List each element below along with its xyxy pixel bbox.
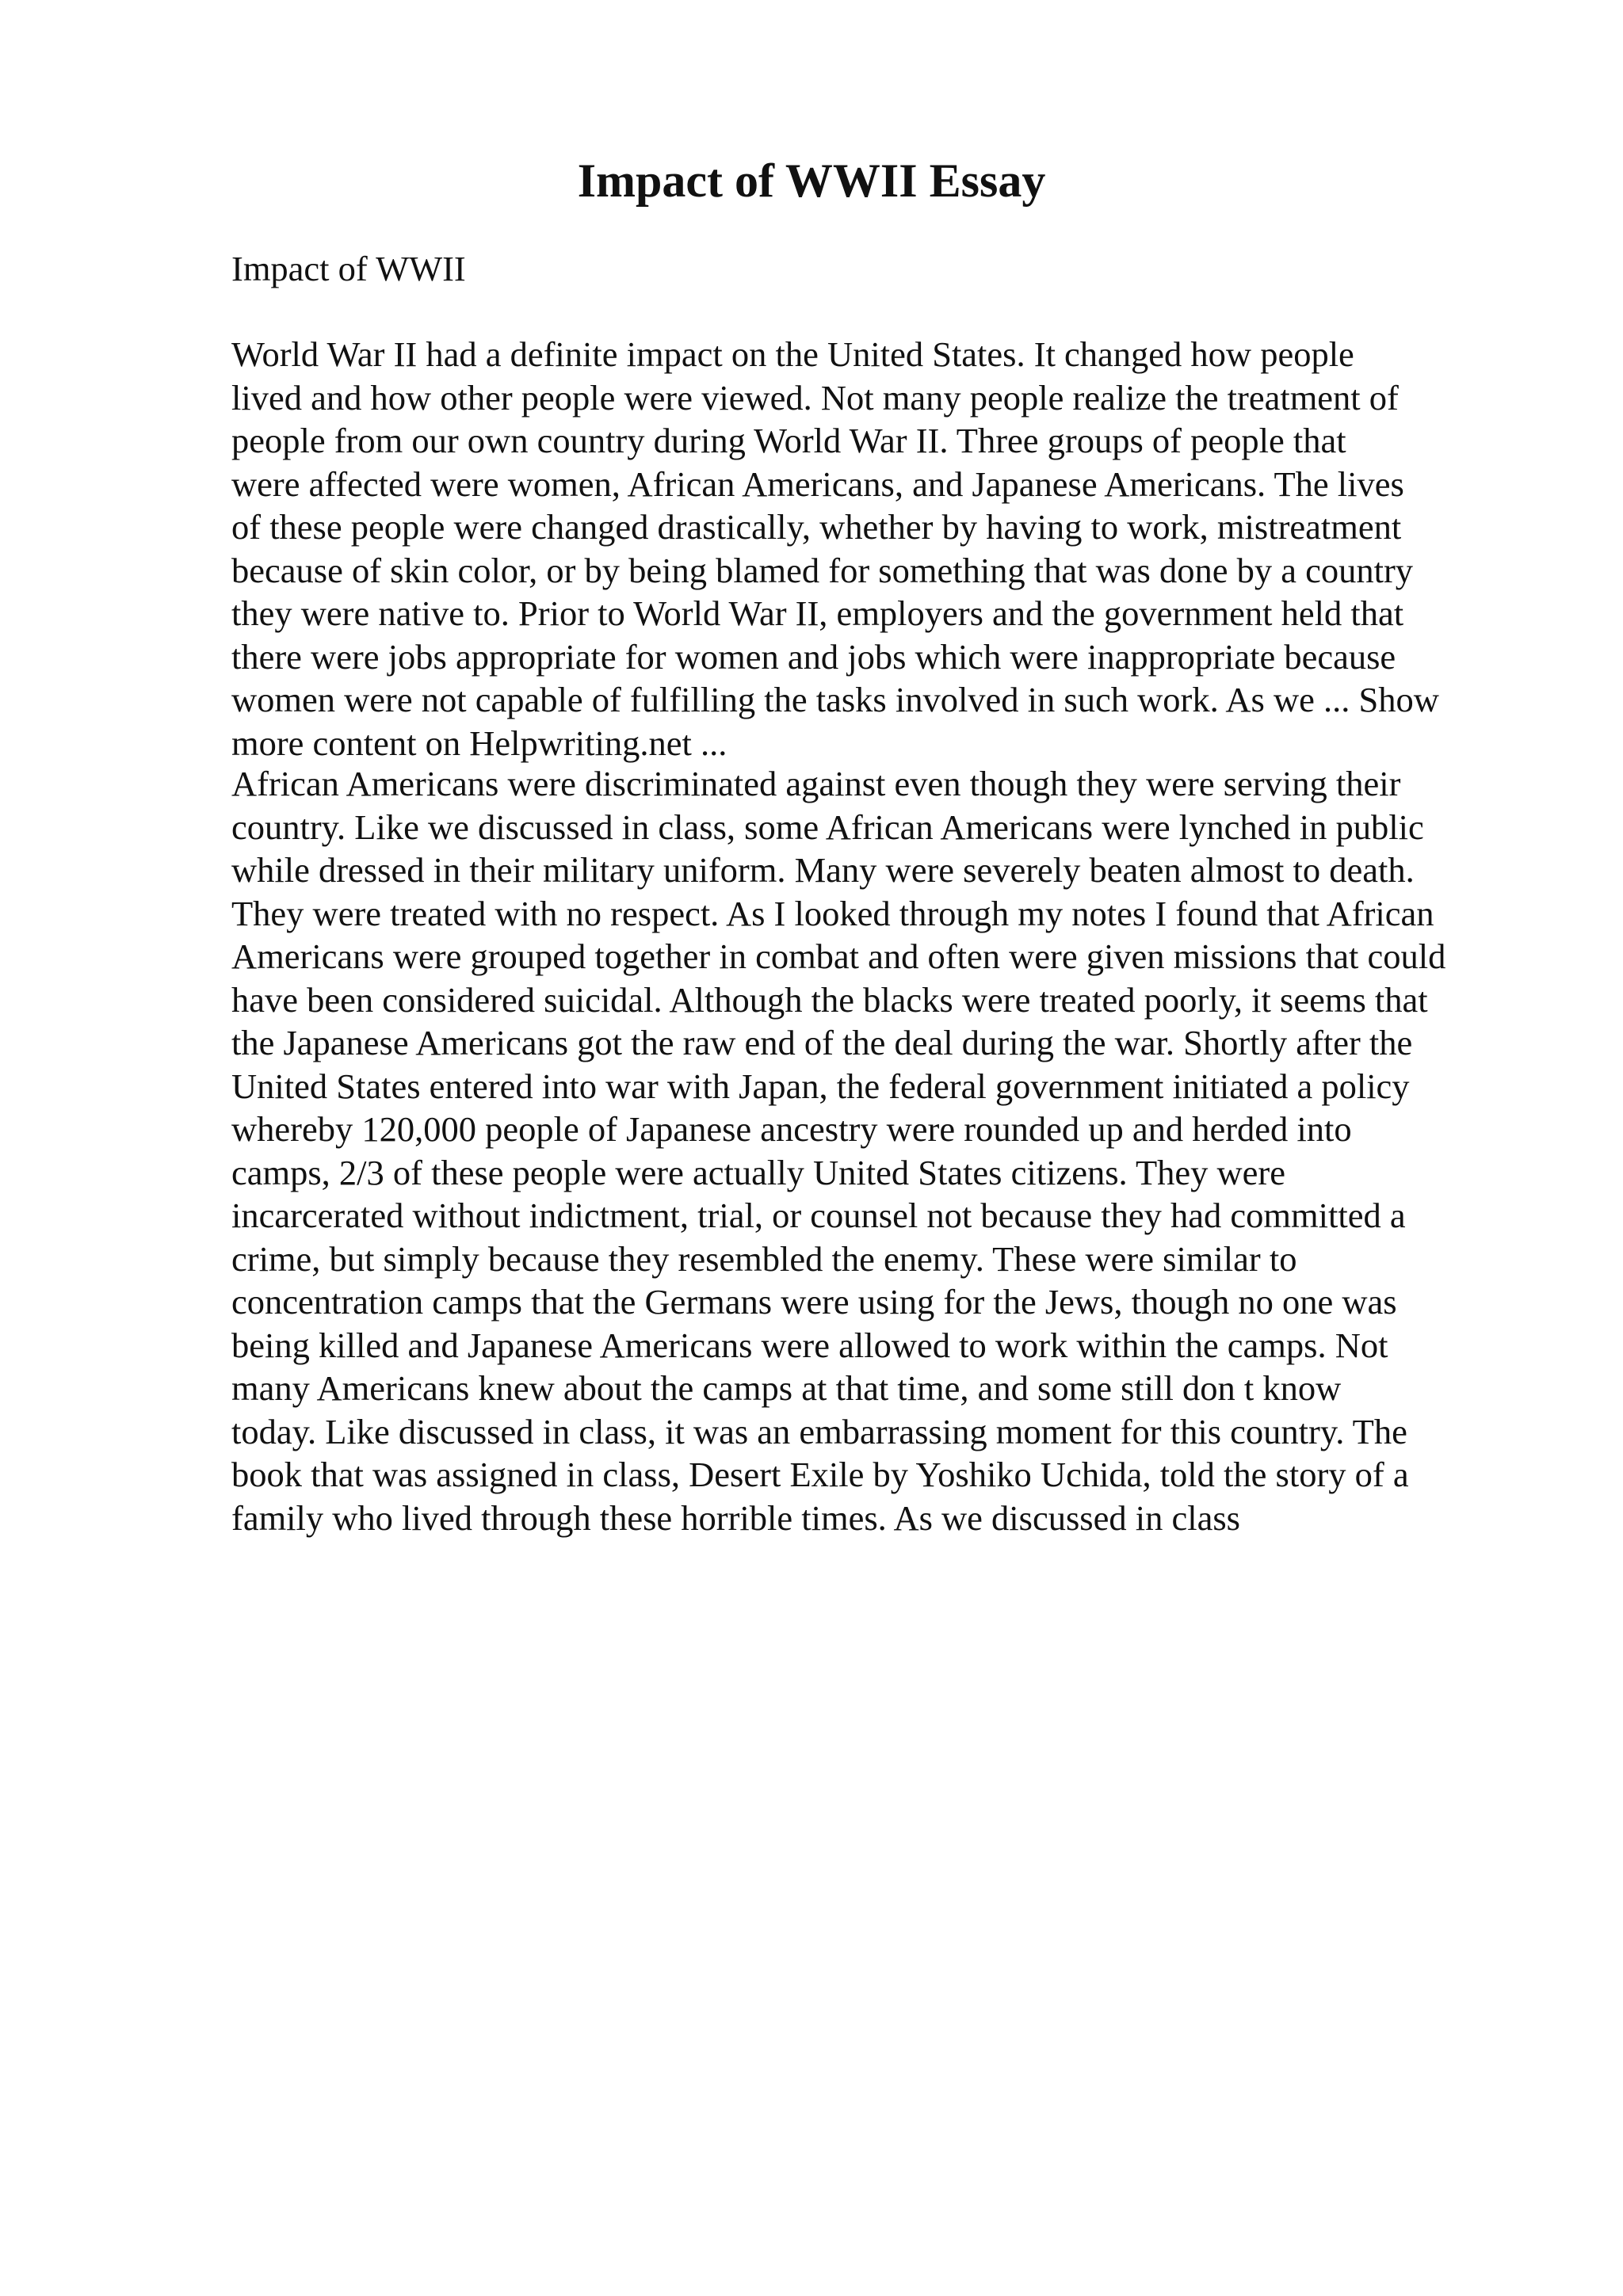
text-line: United States entered into war with Japan, the federal government initiated a policy — [231, 1066, 1410, 1106]
text-line: World War II had a definite impact on the United States. It changed how people — [231, 334, 1354, 374]
text-line: camps, 2/3 of these people were actually United States citizens. They were — [231, 1152, 1286, 1192]
text-line: more content on Helpwriting.net ... — [231, 723, 727, 763]
text-line: women were not capable of fulfilling the tasks involved in such work. As we ... Show — [231, 680, 1439, 719]
text-line: of these people were changed drastically, whether by having to work, mistreatment — [231, 507, 1402, 547]
text-line: being killed and Japanese Americans were allowed to work within the camps. Not — [231, 1325, 1388, 1365]
text-line: African Americans were discriminated against even though they were serving their — [231, 764, 1401, 803]
text-line: crime, but simply because they resembled the enemy. These were similar to — [231, 1238, 1297, 1279]
text-line: lived and how other people were viewed. Not many people realize the treatment of — [231, 377, 1399, 418]
text-line: concentration camps that the Germans were using for the Jews, though no one was — [231, 1282, 1397, 1322]
document-title: Impact of WWII Essay — [577, 154, 1046, 207]
text-line: whereby 120,000 people of Japanese ancestry were rounded up and herded into — [231, 1109, 1352, 1149]
text-line: book that was assigned in class, Desert Exile by Yoshiko Uchida, told the story of a — [231, 1455, 1409, 1494]
text-line: today. Like discussed in class, it was an embarrassing moment for this country. The — [231, 1411, 1407, 1451]
essay-subtitle: Impact of WWII — [231, 249, 466, 288]
text-line: while dressed in their military uniform. Many were severely beaten almost to death. — [231, 850, 1415, 890]
text-line: country. Like we discussed in class, some African Americans were lynched in public — [231, 807, 1424, 847]
text-line: people from our own country during World War II. Three groups of people that — [231, 421, 1346, 460]
text-line: family who lived through these horrible times. As we discussed in class — [231, 1497, 1240, 1538]
text-line: incarcerated without indictment, trial, or counsel not because they had committed a — [231, 1196, 1406, 1235]
text-line: have been considered suicidal. Although the blacks were treated poorly, it seems that — [231, 979, 1428, 1020]
paragraph-1 — [231, 333, 1515, 765]
text-line: were affected were women, African Americans, and Japanese Americans. The lives — [231, 463, 1404, 504]
text-line: Americans were grouped together in combat and often were given missions that could — [231, 936, 1446, 976]
text-line: many Americans knew about the camps at that time, and some still don t know — [231, 1368, 1342, 1408]
text-line: the Japanese Americans got the raw end of the deal during the war. Shortly after the — [231, 1023, 1413, 1062]
text-line: there were jobs appropriate for women and jobs which were inappropriate because — [231, 636, 1396, 677]
text-line: because of skin color, or by being blamed for something that was done by a country — [231, 550, 1414, 590]
text-line: they were native to. Prior to World War II, employers and the government held that — [231, 593, 1404, 633]
paragraph-2 — [231, 762, 1515, 1539]
text-line: They were treated with no respect. As I looked through my notes I found that African — [231, 893, 1434, 933]
